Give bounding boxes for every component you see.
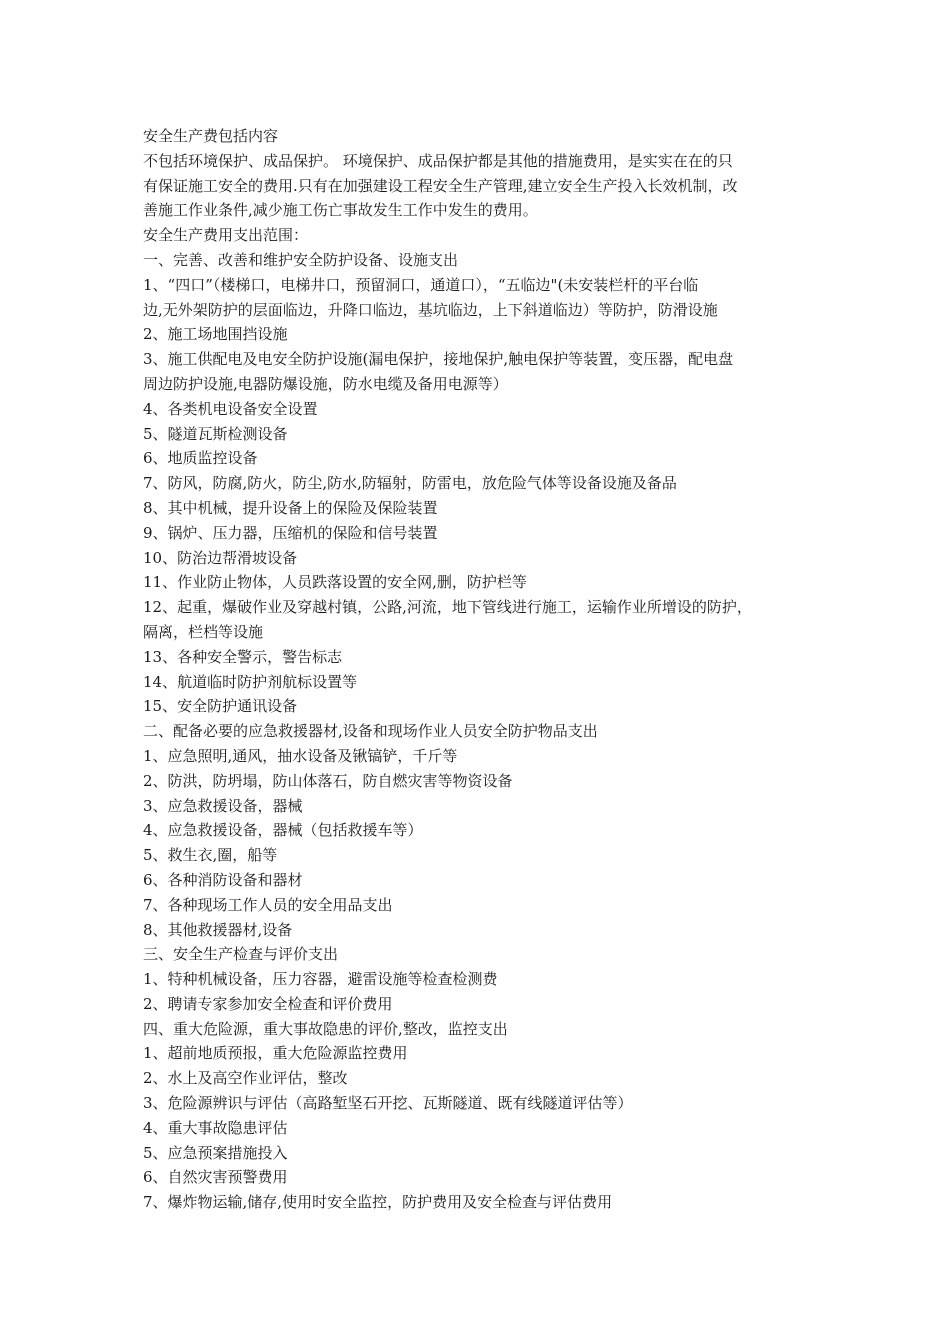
list-item: 13、各种安全警示，警告标志 <box>143 647 343 666</box>
list-item-continuation: 边,无外架防护的层面临边，升降口临边，基坑临边，上下斜道临边）等防护，防滑设施 <box>143 300 718 319</box>
section-heading: 四、重大危险源，重大事故隐患的评价,整改，监控支出 <box>143 1019 508 1038</box>
list-item: 5、隧道瓦斯检测设备 <box>143 424 288 443</box>
list-item: 1、超前地质预报，重大危险源监控费用 <box>143 1044 408 1063</box>
section-heading: 一、完善、改善和维护安全防护设备、设施支出 <box>143 250 459 269</box>
section-heading: 二、配备必要的应急救援器材,设备和现场作业人员安全防护物品支出 <box>143 722 598 741</box>
list-item: 9、锅炉、压力器，压缩机的保险和信号装置 <box>143 523 438 542</box>
document-body <box>143 124 823 1215</box>
list-item: 14、航道临时防护剂航标设置等 <box>143 672 358 691</box>
list-item-continuation: 周边防护设施,电器防爆设施，防水电缆及备用电源等） <box>143 374 508 393</box>
list-item: 11、作业防止物体，人员跌落设置的安全网,删，防护栏等 <box>143 573 527 592</box>
list-item: 6、自然灾害预警费用 <box>143 1168 288 1187</box>
list-item: 8、其中机械，提升设备上的保险及保险装置 <box>143 498 438 517</box>
intro-paragraph-line: 善施工作业条件,减少施工伤亡事故发生工作中发生的费用。 <box>143 201 538 220</box>
list-item: 6、地质监控设备 <box>143 449 258 468</box>
intro-paragraph-line: 不包括环境保护、成品保护。 环境保护、成品保护都是其他的措施费用，是实实在在的只 <box>143 151 733 170</box>
document-title: 安全生产费包括内容 <box>143 127 279 145</box>
list-item: 1、“四口”（楼梯口，电梯井口，预留洞口，通道口），“五临边"(未安装栏杆的平台临 <box>143 275 699 294</box>
list-item: 2、防洪，防坍塌，防山体落石，防自燃灾害等物资设备 <box>143 771 513 790</box>
list-item: 15、安全防护通讯设备 <box>143 697 298 716</box>
list-item: 3、危险源辨识与评估（高路堑坚石开挖、瓦斯隧道、既有线隧道评估等） <box>143 1094 633 1113</box>
list-item: 8、其他救援器材,设备 <box>143 920 293 939</box>
list-item: 4、重大事故隐患评估 <box>143 1118 288 1137</box>
list-item: 7、爆炸物运输,储存,使用时安全监控，防护费用及安全检查与评估费用 <box>143 1193 613 1212</box>
list-item: 7、各种现场工作人员的安全用品支出 <box>143 895 393 914</box>
list-item: 12、起重，爆破作业及穿越村镇，公路,河流，地下管线进行施工，运输作业所增设的防护， <box>143 598 752 617</box>
list-item: 6、各种消防设备和器材 <box>143 870 303 889</box>
list-item: 3、施工供配电及电安全防护设施(漏电保护，接地保护,触电保护等装置，变压器，配电盘 <box>143 350 734 369</box>
list-item: 1、特种机械设备，压力容器，避雷设施等检查检测费 <box>143 970 498 989</box>
list-item: 5、救生衣,圈，船等 <box>143 846 278 865</box>
list-item-continuation: 隔离，栏档等设施 <box>143 622 264 641</box>
list-item: 2、施工场地围挡设施 <box>143 325 288 344</box>
list-item: 1、应急照明,通风，抽水设备及锹镐铲，千斤等 <box>143 746 458 765</box>
list-item: 2、水上及高空作业评估，整改 <box>143 1069 348 1088</box>
list-item: 3、应急救援设备，器械 <box>143 796 303 815</box>
scope-heading: 安全生产费用支出范围： <box>143 226 309 245</box>
list-item: 5、应急预案措施投入 <box>143 1143 288 1162</box>
list-item: 4、各类机电设备安全设置 <box>143 399 318 418</box>
intro-paragraph-line: 有保证施工安全的费用.只有在加强建设工程安全生产管理,建立安全生产投入长效机制，改 <box>143 176 738 195</box>
list-item: 7、防风，防腐,防火，防尘,防水,防辐射，防雷电，放危险气体等设备设施及备品 <box>143 474 677 493</box>
list-item: 4、应急救援设备，器械（包括救援车等） <box>143 821 423 840</box>
section-heading: 三、安全生产检查与评价支出 <box>143 945 339 964</box>
list-item: 10、防治边帮滑坡设备 <box>143 548 298 567</box>
list-item: 2、聘请专家参加安全检查和评价费用 <box>143 994 393 1013</box>
